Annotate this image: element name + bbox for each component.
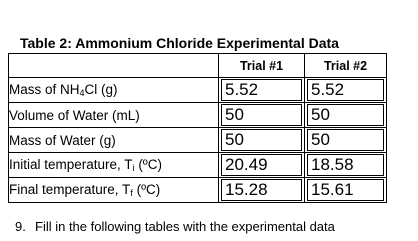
table-row	[9, 178, 387, 203]
instruction-number: 9.	[15, 219, 26, 234]
experimental-data-table	[8, 53, 387, 203]
instruction-line	[15, 219, 335, 235]
trial-2-volume-water-field[interactable]: 50	[307, 104, 384, 126]
trial-1-volume-water-field[interactable]: 50	[221, 104, 302, 126]
trial-1-mass-water-field[interactable]: 50	[221, 129, 302, 151]
header-empty-cell	[9, 54, 219, 78]
instruction-text: Fill in the following tables with the experimental data	[35, 219, 335, 234]
trial-1-mass-nh4cl-field[interactable]: 5.52	[221, 79, 302, 101]
table-row	[9, 128, 387, 153]
table-row	[9, 153, 387, 178]
trial-2-final-temperature-field[interactable]: 15.61	[307, 179, 384, 201]
trial-2-mass-nh4cl-field[interactable]: 5.52	[307, 79, 384, 101]
trial-2-initial-temperature-field[interactable]: 18.58	[307, 154, 384, 176]
row-label-mass-water: Mass of Water (g)	[9, 128, 219, 153]
row-label-initial-temperature: Initial temperature, $T_i$ (ºC)	[9, 153, 219, 178]
table-header-row	[9, 54, 387, 78]
header-trial-1: Trial #1	[219, 54, 305, 78]
table-row	[9, 103, 387, 128]
table-title: Table 2: Ammonium Chloride Experimental Data	[20, 35, 339, 51]
row-label-final-temperature: Final temperature, $T_f$ (ºC)	[9, 178, 219, 203]
header-trial-2: Trial #2	[305, 54, 387, 78]
trial-1-initial-temperature-field[interactable]: 20.49	[221, 154, 302, 176]
table-row	[9, 78, 387, 103]
trial-2-mass-water-field[interactable]: 50	[307, 129, 384, 151]
row-label-mass-nh4cl: Mass of $NH_4Cl$ (g)	[9, 78, 219, 103]
trial-1-final-temperature-field[interactable]: 15.28	[221, 179, 302, 201]
row-label-volume-water: Volume of Water (mL)	[9, 103, 219, 128]
